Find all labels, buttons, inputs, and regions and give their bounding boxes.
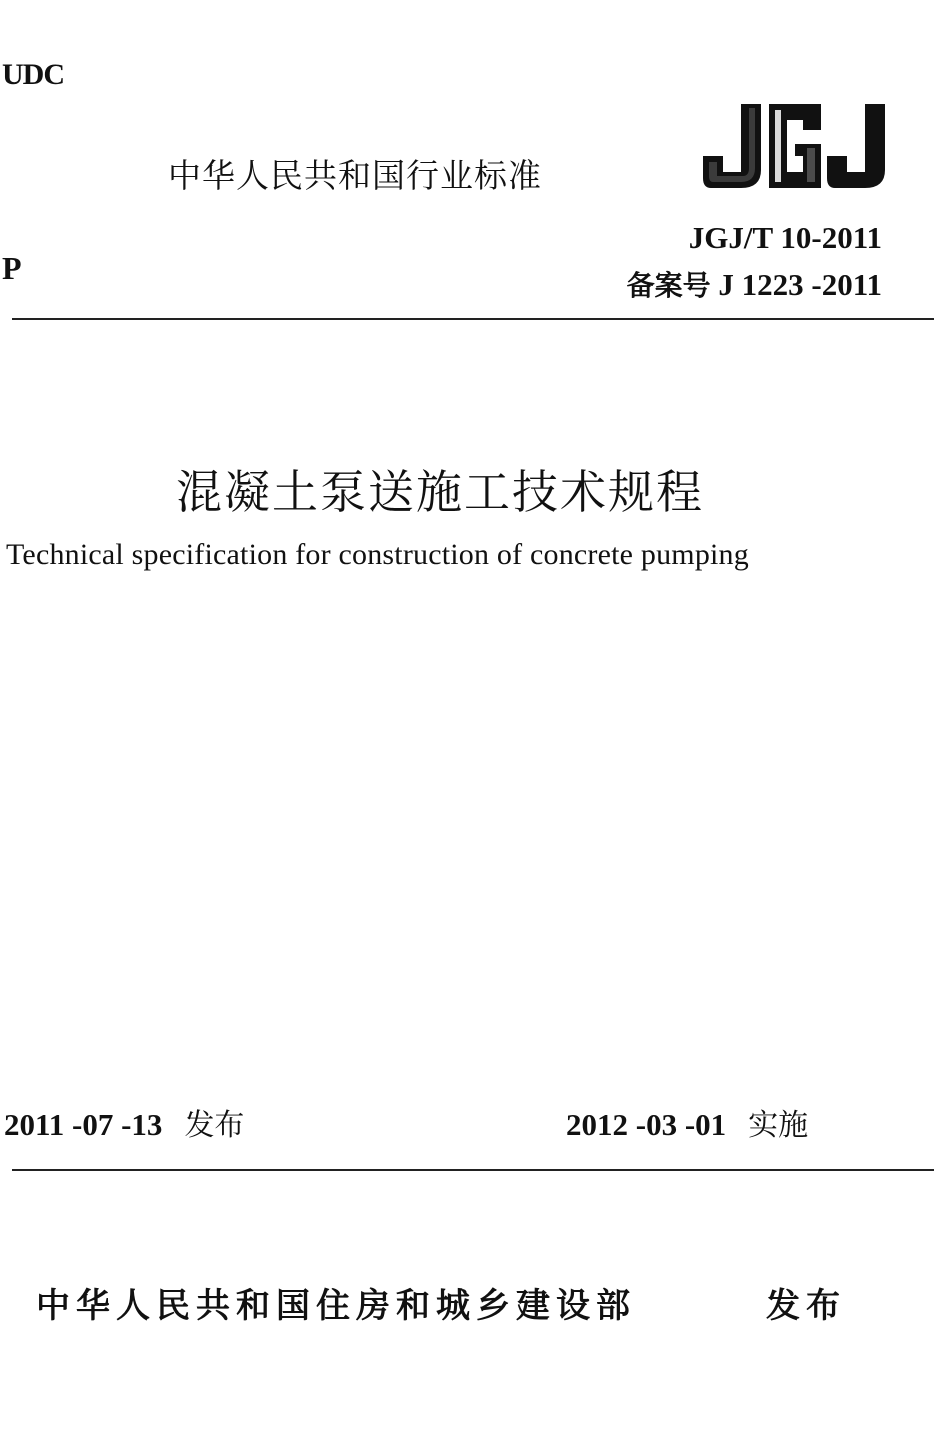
record-number-line: [627, 264, 882, 304]
classification-code: P: [2, 250, 22, 286]
issue-date: 2011 -07 -13: [4, 1107, 163, 1142]
record-label: 备案号: [626, 269, 711, 302]
record-number: J 1223 -2011: [718, 267, 882, 302]
implement-date: 2012 -03 -01: [566, 1107, 727, 1142]
publish-label: 发布: [766, 1286, 846, 1326]
logo-letter-g: [769, 104, 821, 188]
implement-date-line: [566, 1100, 808, 1144]
implement-label: 实施: [748, 1108, 809, 1143]
standard-number: JGJ/T 10-2011: [688, 220, 882, 255]
logo-letter-j1: [703, 104, 761, 188]
top-divider: [12, 318, 934, 320]
issue-date-line: [4, 1100, 244, 1144]
issue-label: 发布: [184, 1108, 245, 1143]
publisher-name: 中华人民共和国住房和城乡建设部: [36, 1286, 636, 1326]
jgj-logo: [703, 100, 885, 192]
logo-letter-j2: [827, 104, 885, 188]
udc-label: UDC: [2, 58, 64, 91]
standard-type: 中华人民共和国行业标准: [168, 156, 542, 195]
title-chinese: 混凝土泵送施工技术规程: [176, 465, 704, 519]
title-english: Technical specification for construction of concrete pumping: [6, 538, 749, 571]
bottom-divider: [12, 1169, 934, 1171]
